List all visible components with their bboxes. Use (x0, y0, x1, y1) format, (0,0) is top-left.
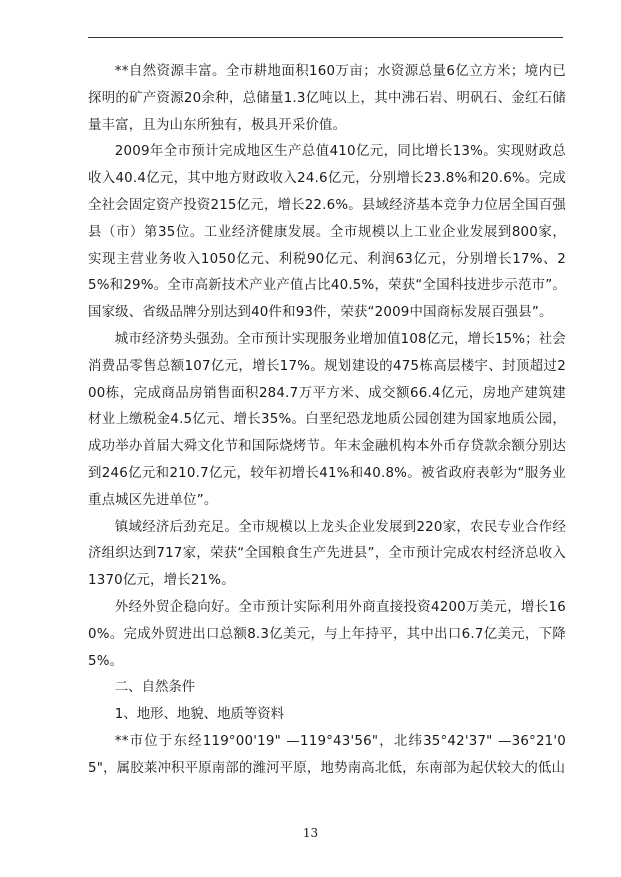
header-rule (88, 37, 563, 38)
paragraph-economy-overview: 2009年全市预计完成地区生产总值410亿元，同比增长13%。实现财政总收入40.4亿元，其中地方财政收入24.6亿元，分别增长23.8%和20.6%。完成全社会固定资产投资215亿元，增长22.6%。县域经济基本竞争力位居全国百强县（市）第35位。工业经济健康发展。全市规模以上工业企业发展到800家，实现主营业务收入1050亿元、利税90亿元、利润63亿元，分别增长17%、25%和29%。全市高新技术产业产值占比40.5%，荣获“全国科技进步示范市”。国家级、省级品牌分别达到40件和93件，荣获“2009中国商标发展百强县”。 (88, 144, 566, 321)
subsection-heading: 1、地形、地貌、地质等资料 (114, 707, 285, 723)
page-number: 13 (302, 826, 319, 840)
paragraph-location: **市位于东经119°00'19" —119°43'56"，北纬35°42'37" —36°21'05"，属胶莱冲积平原南部的潍河平原，地势南高北低，东南部为起伏较大的低山 (88, 733, 566, 776)
paragraph-natural-resources: **自然资源丰富。全市耕地面积160万亩；水资源总量6亿立方米；境内已探明的矿产资源20余种，总储量1.3亿吨以上，其中沸石岩、明矾石、金红石储量丰富，且为山东所独有，极具开采价值。 (88, 64, 566, 133)
paragraph-foreign-trade: 外经外贸企稳向好。全市预计实际利用外商直接投资4200万美元，增长160%。完成外贸进出口总额8.3亿美元，与上年持平，其中出口6.7亿美元，下降5%。 (88, 599, 566, 669)
paragraph-urban-economy: 城市经济势头强劲。全市预计实现服务业增加值108亿元，增长15%；社会消费品零售总额107亿元，增长17%。规划建设的475栋高层楼宇、封顶超过200栋，完成商品房销售面积284.7万平方米、成交额66.4亿元，房地产建筑建材业上缴税金4.5亿元、增长35%。白垩纪恐龙地质公园创建为国家地质公园，成功举办首届大舜文化节和国际烧烤节。年末金融机构本外币存贷款余额分别达到246亿元和210.7亿元，较年初增长41%和40.8%。被省政府表彰为“服务业重点城区先进单位”。 (88, 331, 566, 508)
document-body (88, 59, 566, 783)
section-heading: 二、自然条件 (114, 680, 196, 696)
paragraph-town-economy: 镇域经济后劲充足。全市规模以上龙头企业发展到220家，农民专业合作经济组织达到717家，荣获“全国粮食生产先进县”，全市预计完成农村经济总收入1370亿元，增长21%。 (88, 519, 566, 589)
